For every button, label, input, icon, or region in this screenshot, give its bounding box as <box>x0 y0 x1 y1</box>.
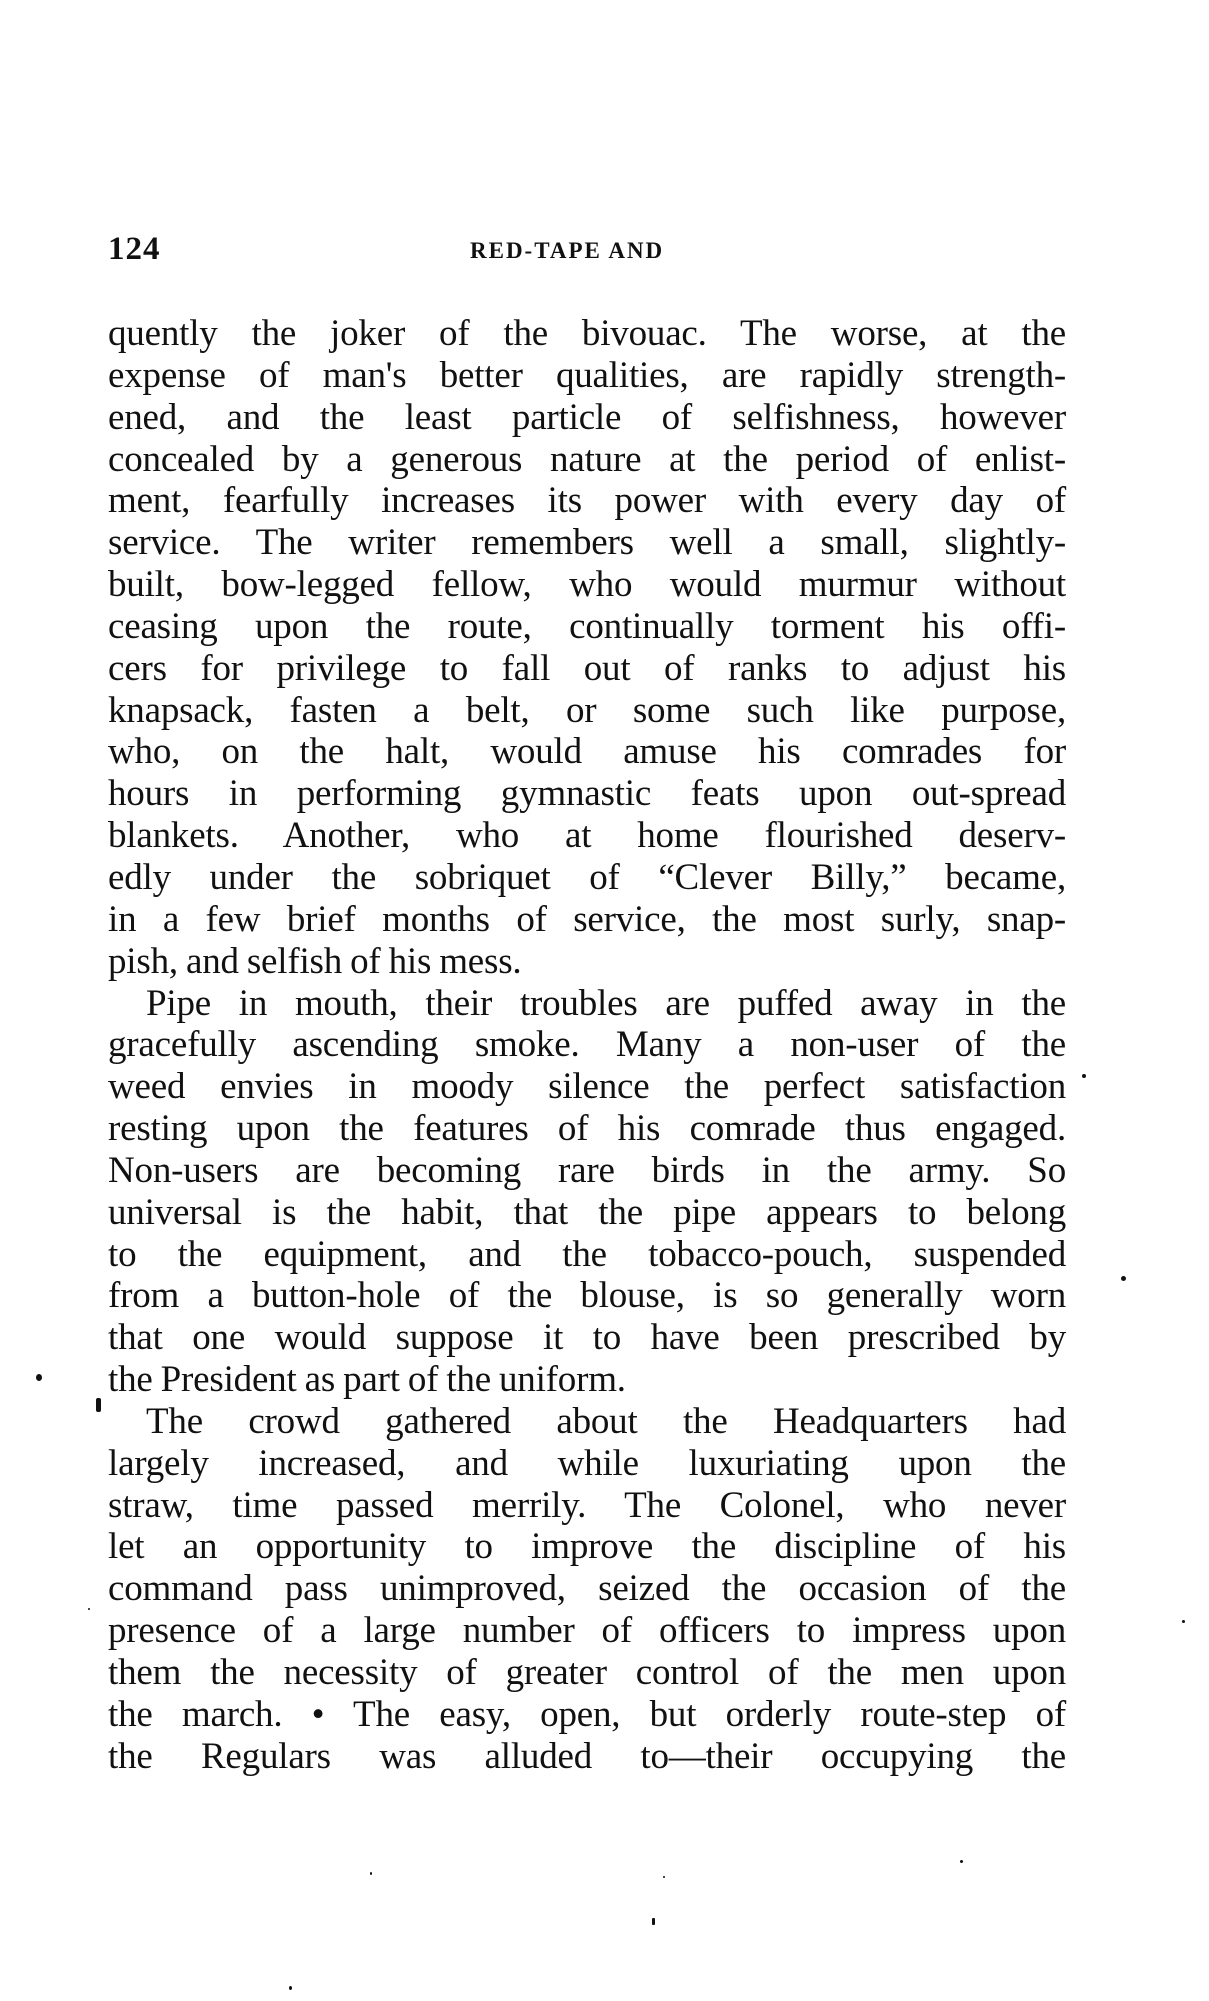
page-number: 124 <box>108 231 161 267</box>
text-line: the march. • The easy, open, but orderly route-step of <box>108 1693 1066 1735</box>
scan-speck <box>370 1872 372 1875</box>
text-line: ened, and the least particle of selfishness, however <box>108 396 1066 438</box>
scan-speck <box>88 1608 90 1610</box>
scan-speck <box>96 1398 101 1412</box>
running-head: RED-TAPE AND <box>470 238 665 263</box>
scan-speck <box>663 1876 665 1878</box>
text-line: concealed by a generous nature at the period of enlist- <box>108 438 1066 480</box>
text-line: who, on the halt, would amuse his comrades for <box>108 731 1066 773</box>
scan-speck <box>652 1918 655 1925</box>
text-line: edly under the sobriquet of “Clever Billy,” became, <box>108 856 1066 898</box>
scan-speck <box>960 1860 963 1863</box>
text-line: them the necessity of greater control of the men upon <box>108 1652 1066 1693</box>
text-line: the President as part of the uniform. <box>108 1359 626 1401</box>
text-line: universal is the habit, that the pipe appears to belong <box>108 1191 1066 1233</box>
text-line: from a button-hole of the blouse, is so generally worn <box>108 1275 1066 1317</box>
text-line: command pass unimproved, seized the occasion of the <box>108 1568 1066 1610</box>
text-line: the Regulars was alluded to—their occupying the <box>108 1735 1066 1777</box>
text-line: gracefully ascending smoke. Many a non-user of the <box>108 1024 1066 1066</box>
text-line: knapsack, fasten a belt, or some such like purpose, <box>108 689 1066 731</box>
text-line: The crowd gathered about the Headquarters had <box>146 1400 1066 1442</box>
text-line: straw, time passed merrily. The Colonel, who never <box>108 1484 1066 1526</box>
text-line: ment, fearfully increases its power with every day of <box>108 480 1066 522</box>
text-line: that one would suppose it to have been prescribed by <box>108 1317 1066 1359</box>
text-line: weed envies in moody silence the perfect satisfaction <box>108 1066 1066 1108</box>
body-text <box>108 313 1066 1778</box>
text-line: hours in performing gymnastic feats upon out-spread <box>108 773 1066 815</box>
text-line: pish, and selfish of his mess. <box>108 940 522 982</box>
text-line: in a few brief months of service, the most surly, snap- <box>108 898 1066 940</box>
text-line: let an opportunity to improve the discipline of his <box>108 1526 1066 1568</box>
scan-speck <box>1121 1276 1126 1281</box>
text-line: service. The writer remembers well a small, slightly- <box>108 522 1066 564</box>
text-line: to the equipment, and the tobacco-pouch, suspended <box>108 1233 1066 1275</box>
text-line: Non-users are becoming rare birds in the army. So <box>108 1149 1066 1191</box>
scan-speck <box>36 1374 42 1381</box>
text-line: cers for privilege to fall out of ranks to adjust his <box>108 647 1066 689</box>
scan-speck <box>1182 1620 1185 1623</box>
text-line: Pipe in mouth, their troubles are puffed away in the <box>146 982 1066 1024</box>
scan-speck <box>1082 1074 1086 1078</box>
text-line: resting upon the features of his comrade thus engaged. <box>108 1108 1066 1150</box>
text-line: largely increased, and while luxuriating upon the <box>108 1442 1066 1484</box>
text-line: built, bow-legged fellow, who would murmur without <box>108 564 1066 606</box>
text-line: presence of a large number of officers to impress upon <box>108 1610 1066 1652</box>
text-line: blankets. Another, who at home flourished deserv- <box>108 815 1066 857</box>
text-line: quently the joker of the bivouac. The worse, at the <box>108 313 1066 354</box>
text-line: ceasing upon the route, continually torment his offi- <box>108 605 1066 647</box>
scan-speck <box>289 1986 292 1990</box>
text-line: expense of man's better qualities, are rapidly strength- <box>108 354 1066 396</box>
